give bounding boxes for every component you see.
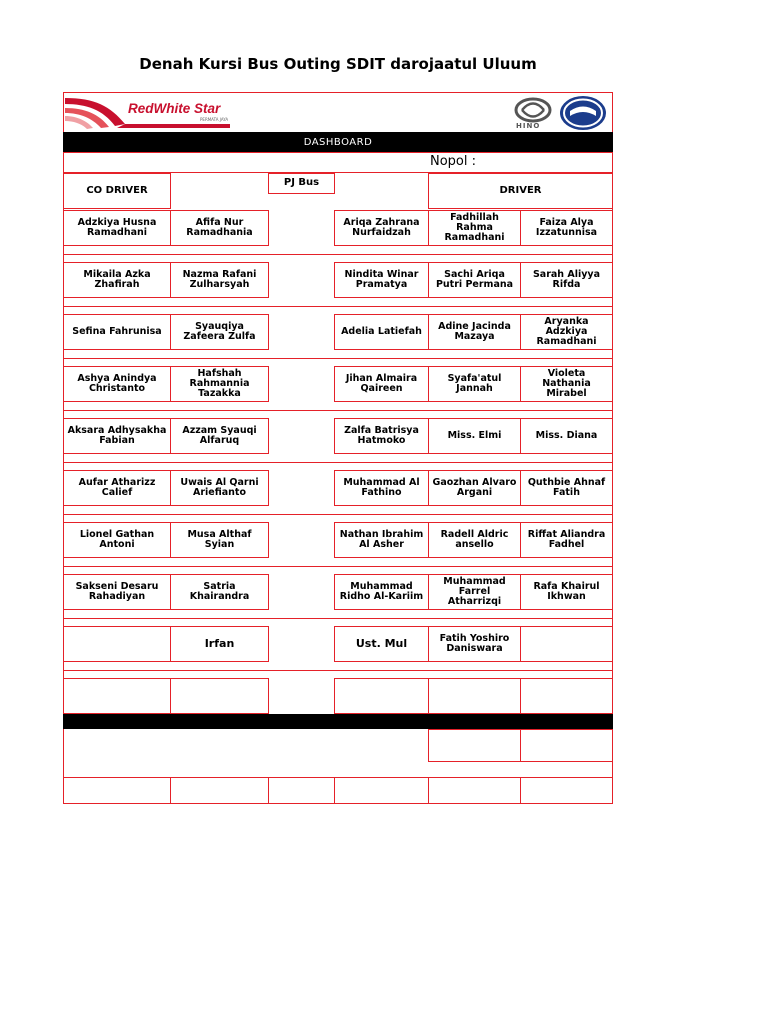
seat: Mikaila Azka Zhafirah	[63, 262, 171, 298]
seat: Muhammad Farrel Atharrizqi	[428, 574, 521, 610]
seat: Syafa'atul Jannah	[428, 366, 521, 402]
seat: Ashya Anindya Christanto	[63, 366, 171, 402]
dashboard-bar: DASHBOARD	[63, 132, 613, 152]
seat: Quthbie Ahnaf Fatih	[520, 470, 613, 506]
row-divider	[63, 670, 613, 671]
seat: Lionel Gathan Antoni	[63, 522, 171, 558]
row-divider	[63, 254, 613, 255]
seat: Aksara Adhysakha Fabian	[63, 418, 171, 454]
seat: Sachi Ariqa Putri Permana	[428, 262, 521, 298]
row-divider	[63, 358, 613, 359]
row-divider	[63, 618, 613, 619]
seat: Afifa Nur Ramadhania	[170, 210, 269, 246]
bus-company-emblem-icon	[558, 94, 608, 132]
seat: Adelia Latiefah	[334, 314, 429, 350]
seat: Nathan Ibrahim Al Asher	[334, 522, 429, 558]
rear-seat	[428, 729, 521, 762]
seat: Zalfa Batrisya Hatmoko	[334, 418, 429, 454]
rear-bar	[63, 714, 613, 729]
seat: Jihan Almaira Qaireen	[334, 366, 429, 402]
seat: Musa Althaf Syian	[170, 522, 269, 558]
seat: Sakseni Desaru Rahadiyan	[63, 574, 171, 610]
seat: Aufar Atharizz Calief	[63, 470, 171, 506]
nopol-label: Nopol :	[430, 154, 477, 169]
back-row-seat	[63, 777, 171, 804]
seat	[63, 626, 171, 662]
seat: Adine Jacinda Mazaya	[428, 314, 521, 350]
seat: Rafa Khairul Ikhwan	[520, 574, 613, 610]
seat: Azzam Syauqi Alfaruq	[170, 418, 269, 454]
back-row-seat	[268, 777, 335, 804]
seat: Nindita Winar Pramatya	[334, 262, 429, 298]
row-divider	[63, 462, 613, 463]
seat: Fadhillah Rahma Ramadhani	[428, 210, 521, 246]
seat: Sarah Aliyya Rifda	[520, 262, 613, 298]
seat: Irfan	[170, 626, 269, 662]
seat: Muhammad Ridho Al-Kariim	[334, 574, 429, 610]
row-divider	[63, 566, 613, 567]
seat: Riffat Aliandra Fadhel	[520, 522, 613, 558]
back-row-seat	[520, 777, 613, 804]
row-divider	[63, 306, 613, 307]
rear-seat	[520, 729, 613, 762]
seat: Miss. Elmi	[428, 418, 521, 454]
seat: Uwais Al Qarni Ariefianto	[170, 470, 269, 506]
seat: Ust. Mul	[334, 626, 429, 662]
seat	[520, 626, 613, 662]
seat: Fatih Yoshiro Daniswara	[428, 626, 521, 662]
seat	[334, 678, 429, 714]
brand-name: RedWhite Star	[128, 101, 221, 116]
brand-subtitle: PERMATA JAYA	[200, 117, 229, 122]
seat	[63, 678, 171, 714]
seat	[520, 678, 613, 714]
seat: Gaozhan Alvaro Argani	[428, 470, 521, 506]
seat: Nazma Rafani Zulharsyah	[170, 262, 269, 298]
page-title: Denah Kursi Bus Outing SDIT darojaatul Uluum	[139, 55, 537, 73]
row-divider	[63, 514, 613, 515]
co-driver-seat: CO DRIVER	[63, 173, 171, 209]
row-divider	[63, 410, 613, 411]
seat: Ariqa Zahrana Nurfaidzah	[334, 210, 429, 246]
seat: Miss. Diana	[520, 418, 613, 454]
seat: Hafshah Rahmannia Tazakka	[170, 366, 269, 402]
back-row-seat	[334, 777, 429, 804]
pj-bus-seat: PJ Bus	[268, 173, 335, 194]
seat: Satria Khairandra	[170, 574, 269, 610]
seat: Violeta Nathania Mirabel	[520, 366, 613, 402]
seat: Syauqiya Zafeera Zulfa	[170, 314, 269, 350]
seat	[170, 678, 269, 714]
seat: Muhammad Al Fathino	[334, 470, 429, 506]
seat: Sefina Fahrunisa	[63, 314, 171, 350]
seat: Adzkiya Husna Ramadhani	[63, 210, 171, 246]
driver-seat: DRIVER	[428, 173, 613, 209]
seat: Faiza Alya Izzatunnisa	[520, 210, 613, 246]
seat: Radell Aldric ansello	[428, 522, 521, 558]
seat	[428, 678, 521, 714]
back-row-seat	[428, 777, 521, 804]
row-divider	[63, 152, 613, 153]
hino-label: HINO	[516, 122, 541, 130]
back-row-seat	[170, 777, 269, 804]
seat: Aryanka Adzkiya Ramadhani	[520, 314, 613, 350]
